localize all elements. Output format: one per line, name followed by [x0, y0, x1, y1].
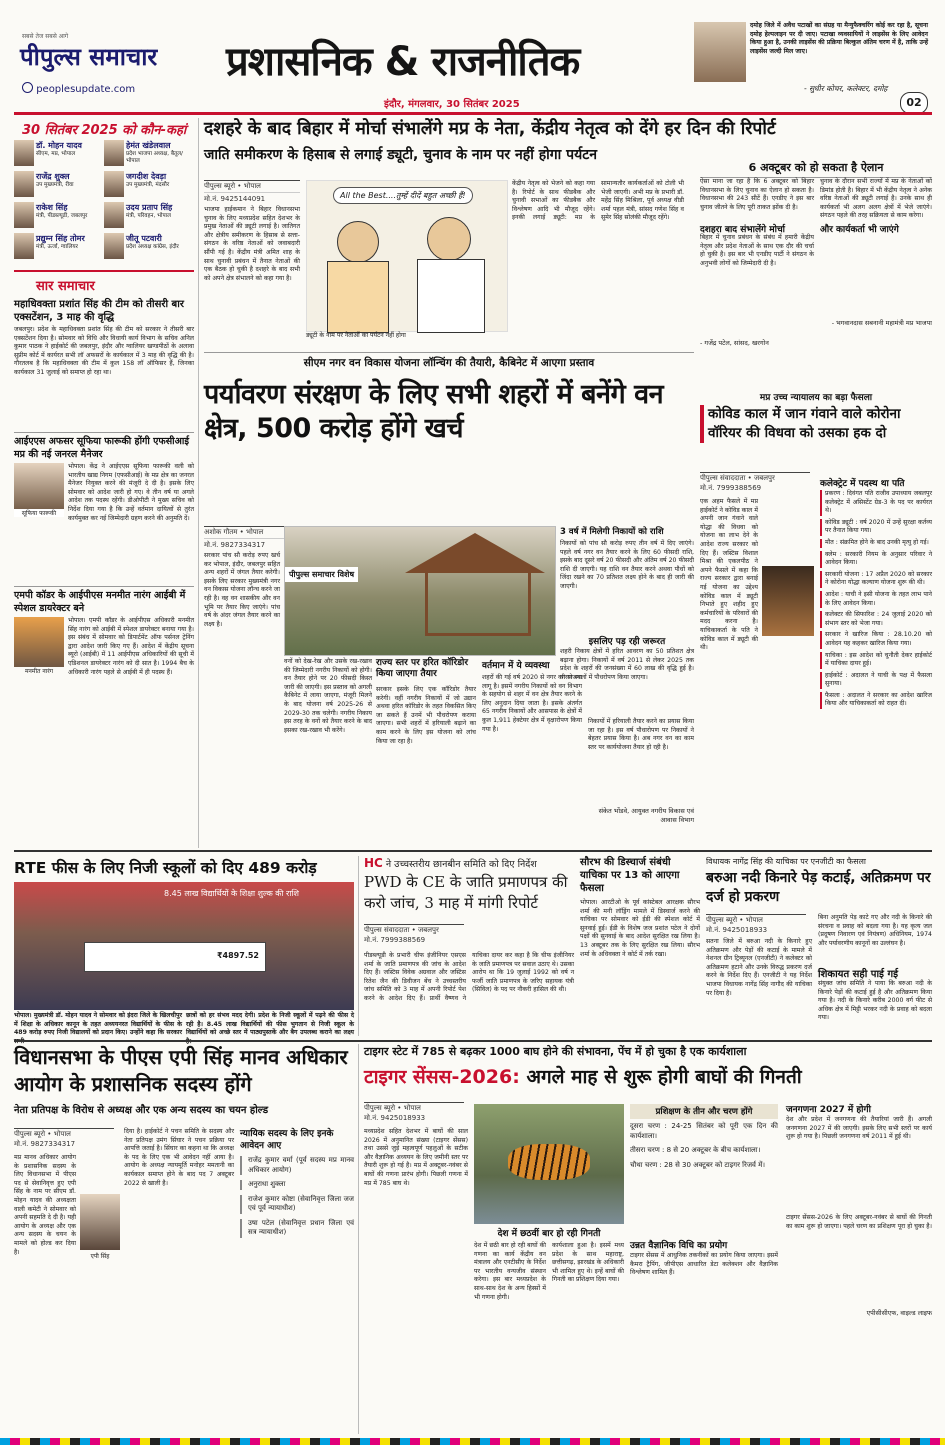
- saar-item-2: [14, 436, 194, 583]
- column-rule: [358, 856, 359, 1036]
- bihar-byline: [204, 180, 300, 204]
- covid-mobile: मो.नं. 7999388569: [700, 484, 762, 492]
- saar-item-3-body: भोपाल। एमपी कॉडर के आईपीएस अधिकारी मनमीत सिंह नारंग को आईबी में स्पेशल डायरेक्टर बनाया गया है। इस संबंध में सोमवार को डिपार्टमेंट ऑफ पर्सनल ट्रेनिंग द्वारा आदेश जारी किए गए हैं। आदेश में केंद्रीय सूचना ब्यूरो (आईबी) में 11 आईपीएस अधिकारियों की सूची में एडिशनल डायरेक्टर नारंग को दी सात है। 1994 बैच के अधिकारी नारंग पहले से आईबी में ही पदस्थ हैं।: [68, 617, 194, 676]
- covid-byline-text: पीपुल्स संवाददाता • जबलपुर: [700, 472, 810, 484]
- tiger-photo-caption: देश में छठवीं बार हो रही गिनती: [497, 1229, 601, 1239]
- covid-fact: सरकारी योजना : 17 अप्रैल 2020 को सरकार ने कोरोना योद्धा कल्याण योजना शुरू की थी।: [820, 571, 932, 588]
- whos-where-title: 30 सितंबर 2025 को कौन-कहां: [22, 123, 187, 138]
- masthead-rule: [14, 112, 932, 115]
- person-place: सीएम, मप्र, भोपाल: [36, 151, 76, 157]
- saar-item-1-head: महाधिवक्ता प्रशांत सिंह की टीम को तीसरी बार एक्सटेंशन, 3 माह की वृद्धि: [14, 299, 184, 323]
- person-place: मंत्री, पीडब्ल्यूडी, जबलपुर: [36, 213, 88, 219]
- forest-sub4-body: शहरी निकाय क्षेत्रों में हरित आवरण का 50 प्रतिशत क्षेत्र बढ़ाना होगा। निकायों में वर्ष 2011 से लेकर 2025 तक प्रदेश के शहरों की जनसंख्या में 60 लाख की वृद्धि हुई है। वीरान स्थलों में पौधरोपण किया जाएगा।: [560, 648, 694, 681]
- person-avatar: [14, 202, 34, 228]
- barua-byline: [706, 914, 806, 935]
- forest-headline: पर्यावरण संरक्षण के लिए सभी शहरों में बनेंगे वन क्षेत्र, 500 करोड़ होंगे खर्च: [204, 379, 664, 444]
- election-box: [700, 160, 932, 350]
- rte-story: [14, 856, 354, 1038]
- registration-bar: [0, 1438, 945, 1445]
- person-avatar: [104, 233, 124, 259]
- forest-photo: [284, 526, 556, 656]
- bihar-mobile: मो.नं. 9425144091: [204, 195, 266, 203]
- rte-photo: [14, 882, 354, 1010]
- whos-where-person: [14, 202, 102, 231]
- column-rule: [198, 118, 199, 848]
- covid-fact: हाईकोर्ट : अदालत ने याची के पक्ष में फैसला सुनाया।: [820, 672, 932, 689]
- pwd-byline: [364, 924, 464, 945]
- website-link[interactable]: peoplesupdate.com: [22, 82, 135, 95]
- forest-sub1: राज्य स्तर पर हरित कॉरिडोर किया जाएगा तैयार: [376, 658, 469, 679]
- person-name: राजेंद्र शुक्ल: [36, 172, 70, 181]
- forest-sub4: इसलिए पड़ रही जरूरत: [588, 637, 666, 647]
- barua-headline: बरुआ नदी किनारे पेड़ कटाई, अतिक्रमण पर दर्ज हो प्रकरण: [706, 870, 931, 905]
- covid-fact: फैसला : अदालत ने सरकार का आदेश खारिज किया और याचिकाकर्ता को राहत दी।: [820, 692, 932, 709]
- tiger-kicker: टाइगर स्टेट में 785 से बढ़कर 1000 बाघ होने की संभावना, पेंच में हो चुका है एक कार्यशाला: [364, 1045, 747, 1058]
- person-name: प्रद्युम्न सिंह तोमर: [36, 234, 85, 243]
- psp-byline: [14, 1128, 114, 1149]
- quote-author: - सुधीर कोचर, कलेक्टर, दमोह: [804, 84, 888, 93]
- election-col3b: [820, 234, 932, 316]
- psp-sub: न्यायिक सदस्य के लिए इनके आवेदन आए: [240, 1129, 334, 1151]
- narang-caption: मनमीत नारंग: [24, 668, 54, 675]
- barua-col2: बिना अनुमति पेड़ काटे गए और नदी के किनारे की संरचना व प्रवाह को बदला गया है। यह कृत्य जल (प्रदूषण निवारण एवं नियंत्रण) अधिनियम, 1974 और पर्यावरणीय कानूनों का उल्लंघन है।: [818, 914, 932, 947]
- psp-applicant: राजेश कुमार कोष्टा (सेवानिवृत्त जिला जज एवं पूर्व न्यायाधीश): [240, 1195, 354, 1214]
- pwd-kicker: [364, 856, 574, 870]
- forest-story: [204, 356, 694, 848]
- person-name: जीतू पटवारी: [126, 234, 162, 243]
- person-name: हेमंत खंडेलवाल: [126, 141, 171, 150]
- covid-kicker: [700, 390, 932, 403]
- narang-photo: [14, 617, 64, 667]
- quote-box: [694, 22, 929, 106]
- saar-item-2-head: आईएएस अफसर सूफिया फारूकी होंगी एफसीआई मप्र की नई जनरल मैनेजर: [14, 436, 189, 460]
- psp-applicant: उषा पटेल (सेवानिवृत्त प्रधान जिला एवं सत्र न्यायाधीश): [240, 1219, 354, 1238]
- tiger-byline-text: पीपुल्स ब्यूरो • भोपाल: [364, 1102, 464, 1114]
- whos-where-person: [104, 171, 192, 200]
- forest-byline-text: अशोक गौतम • भोपाल: [204, 526, 314, 539]
- covid-fact: प्रकरण : दिवंगत पति राजीव उपाध्याय जबलपुर कलेक्ट्रेट में असिस्टेंट ग्रेड-3 के पद पर कार्यरत थे।: [820, 490, 932, 516]
- saar-item-3: [14, 590, 194, 747]
- tiger-story: [364, 1044, 932, 1434]
- bihar-subhead: जाति समीकरण के हिसाब से लगाई ड्यूटी, चुनाव के नाम पर नहीं होगा पर्यटन: [204, 147, 598, 163]
- tiger-col3: कार्यशाला हुआ है। इसमें मध्य प्रदेश के साथ महाराष्ट्र, छत्तीसगढ़, झारखंड के अधिकारी भी शामिल हुए थे। इन्हें बाघों की गिनती का प्रशिक्षण दिया गया।: [552, 1242, 624, 1284]
- covid-fact: आदेश : याची ने इसी योजना के तहत लाभ पाने के लिए आवेदन किया।: [820, 591, 932, 608]
- election-sign1: - गजेंद्र पटेल, सांसद, खरगोन: [700, 339, 769, 347]
- covid-kicker-text: मप्र उच्च न्यायालय का बड़ा फैसला: [759, 393, 873, 403]
- gavel-photo: [762, 566, 814, 636]
- cartoon-figure-right: [427, 217, 471, 261]
- sufia-photo: [14, 463, 64, 509]
- whos-where-box: [14, 118, 192, 266]
- election-title: 6 अक्टूबर को हो सकता है ऐलान: [700, 160, 932, 178]
- election-sub2: और कार्यकर्ता भी जाएंगे: [820, 225, 899, 235]
- tiger-body-shape: [508, 1144, 590, 1180]
- column-rule: [358, 1044, 359, 1434]
- psp-byline-text: पीपुल्स ब्यूरो • भोपाल: [14, 1128, 114, 1140]
- brand-logo: पीपुल्स समाचार: [20, 42, 158, 71]
- person-place: प्रदेश अध्यक्ष कांग्रेस, इंदौर: [126, 244, 179, 250]
- person-place: मंत्री, परिवहन, भोपाल: [126, 213, 171, 219]
- masthead: [14, 22, 932, 112]
- person-avatar: [14, 140, 34, 166]
- pwd-tag: HC: [364, 856, 383, 870]
- covid-fact: कलेक्टर की सिफारिश : 24 जुलाई 2020 को संभाग स्तर को भेजा गया।: [820, 611, 932, 628]
- divider: [14, 1040, 932, 1042]
- barua-sub-body: संयुक्त जांच समिति ने पाया कि बरुआ नदी के किनारे पेड़ों की कटाई हुई है और अतिक्रमण किया गया है। नदी के किनारे करीब 2000 वर्ग फीट से अधिक क्षेत्र में मिट्टी भरकर नदी के प्रवाह को बदला गया।: [818, 980, 932, 1022]
- bihar-col-right: केंद्रीय नेतृत्व को भेजने को कहा गया है। रिपोर्ट के साथ फीडबैक और चुनावी सभाओं का फीडबैक और विश्लेषण आदि भी मौजूद रहेंगे। इनकी लगाई ड्यूटी: मप्र के सामान्यतौर कार्यकर्ताओं को टोली भी भेजी जाएगी। अभी मप्र के प्रभारी डॉ. महेंद्र सिंह मिश्रिला, पूर्व अध्यक्ष वीडी शर्मा पहल मंत्री, सांसद गणेश सिंह व सुमेर सिंह सोलंकी मौजूद रहेंगे।: [512, 180, 684, 222]
- election-sub1: दशहरा बाद संभालेंगे मोर्चा: [700, 225, 786, 235]
- tiger-sub: उन्नत वैज्ञानिक विधि का प्रयोग: [630, 1241, 728, 1251]
- person-name: जगदीश देवड़ा: [126, 172, 167, 181]
- gazebo-base: [425, 573, 531, 636]
- forest-sub1-body: सरकार इसके लिए एक कॉरिडोर तैयार करेगी। वहीं नगरीय निकायों में जो उद्यान अथवा हरित कॉरिडोर के तहत विकसित किए जा सकते हैं उनमें भी पौधरोपण कराया जाएगा। सभी शहरों में हरियाली बढ़ाने का काम करने के लिए इस योजना को लांच किया जा रहा है।: [376, 686, 476, 745]
- pwd-byline-text: पीपुल्स संवाददाता • जबलपुर: [364, 924, 464, 936]
- cheque-amount: ₹4897.52: [216, 951, 259, 960]
- saar-section: [14, 270, 194, 812]
- person-avatar: [104, 202, 124, 228]
- whos-where-person: [14, 233, 102, 262]
- forest-sub3: 3 वर्ष में मिलेगी निकायों को राशि: [560, 527, 664, 537]
- psp-mobile: मो.नं. 9827334317: [14, 1140, 76, 1148]
- tiger-phase: दूसरा चरण : 24-25 सितंबर को पूरी एक दिन की कार्यशाला।: [630, 1122, 778, 1140]
- covid-fact: मौत : संक्रमित होने के बाद उनकी मृत्यु हो गई।: [820, 539, 932, 548]
- psp-applicant: राजेंद्र कुमार वर्मा (पूर्व सदस्य मप्र मानव अधिकार आयोग): [240, 1156, 354, 1175]
- bihar-headline: दशहरे के बाद बिहार में मोर्चा संभालेंगे मप्र के नेता, केंद्रीय नेतृत्व को देंगे हर दिन की रिपोर्ट: [204, 119, 776, 139]
- ap-singh-photo: [80, 1194, 120, 1250]
- pwd-kicker-text: ने उच्चस्तरीय छानबीन समिति को दिए निर्देश: [385, 859, 537, 870]
- barua-story: [706, 856, 932, 1036]
- brand-tagline: सबसे तेज सबसे आगे: [22, 33, 69, 40]
- tiger-phase: तीसरा चरण : 8 से 20 अक्टूबर के बीच कार्यशाला।: [630, 1146, 761, 1154]
- divider: [14, 586, 194, 587]
- section-title: प्रशासनिक & राजनीतिक: [226, 39, 580, 85]
- pwd-body: पीडब्ल्यूडी के प्रभारी चीफ इंजीनियर एसएस शर्मा के जाति प्रमाणपत्र की जांच के आदेश दिए हैं। जस्टिस विवेक अग्रवाल और जस्टिस रितेश जैन की डिवीजन बेंच ने उच्चस्तरीय जांच समिति को 3 माह में अपनी रिपोर्ट पेश करने के आदेश दिए हैं। प्रार्थी वैष्णव ने याचिका दायर कर कहा है कि चीफ इंजीनियर के जाति प्रमाणपत्र पर सवाल उठाए थे। उसका आरोप था कि 19 जुलाई 1992 को वर्ष न फर्जी जाति प्रमाणपत्र के जरिए सहायक यंत्री (सिविल) के पद पर नौकरी हासिल की थी।: [364, 952, 574, 1002]
- gazebo-roof: [405, 533, 545, 573]
- barua-sub: शिकायत सही पाई गई: [818, 969, 898, 980]
- covid-story: [700, 390, 932, 848]
- psp-applicant: अनुराधा शुक्ला: [240, 1180, 354, 1190]
- covid-body: एक अहम फैसले में मप्र हाईकोर्ट ने कोविड काल में अपनी जान गंवाने वाले योद्धा की विधवा को योजना का लाभ देने के आदेश राज्य सरकार को दिए हैं। जस्टिस विशाल मिश्रा की एकलपीठ ने अपने फैसले में कहा कि राज्य सरकार द्वारा बनाई गई योजना का उद्देश्य कोविड काल में ड्यूटी निभाते हुए शहीद हुए कर्मचारियों के परिवारों की मदद करना है। याचिकाकर्ता के पति ने कोविड काल में ड्यूटी की थी।: [700, 498, 758, 652]
- cartoon-caption: ड्यूटी के नाम पर नेताओं का पर्यटन नहीं होगा: [306, 332, 406, 339]
- forest-sub2-body: शहरों की गई वर्ष 2020 से नगर वन योजना लागू है। इसमें नगरीय निकायों को वन विभाग के सहयोग से शहर में वन क्षेत्र तैयार करने के लिए अनुदान दिया जाता है। इसके अंतर्गत 65 नगरीय निकायों और आसपास के क्षेत्रों में कुल 1,911 हेक्टेयर क्षेत्र में वृक्षारोपण किया गया है।: [482, 674, 582, 733]
- covid-fact: याचिका : इस आदेश को चुनौती देकर हाईकोर्ट में याचिका दायर हुई।: [820, 652, 932, 669]
- tiger-phases: [630, 1122, 778, 1170]
- cartoon-body-right: [417, 259, 485, 333]
- tiger-panel-title: प्रशिक्षण के तीन और चरण होंगे: [630, 1104, 778, 1119]
- whos-where-person: [104, 233, 192, 262]
- whos-where-person: [104, 140, 192, 169]
- election-col1: ऐसा माना जा रहा है कि 6 अक्टूबर को बिहार विधानसभा के लिए चुनाव का ऐलान हो सकता है। विधानसभा की 243 सीटें हैं। एनडीए ने इस बार चुनाव जीतने के लिए पूरी ताकत झोंक दी है।: [700, 178, 814, 211]
- person-name: राकेश सिंह: [36, 203, 68, 212]
- ap-singh-caption: एपी सिंह: [90, 1253, 110, 1260]
- quote-text: दमोह जिले में अवैध पटाखों का संग्रह या मैन्युफैक्चरिंग कोई कर रहा है, सूचना दमोह हेल्पलाइन पर दी जाए। पटाखा व्यवसायियों ने लाइसेंस के लिए आवेदन किया हुआ है, उनकी लाइसेंस की प्रक्रिया बिल्कुल अंतिम चरण में है, ताकि उन्हें लाइसेंस जल्दी मिल जाए।: [750, 22, 928, 55]
- psp-applicants: [240, 1156, 354, 1434]
- person-place: प्रदेश भाजपा अध्यक्ष, बैतूल/भोपाल: [126, 151, 183, 164]
- rte-banner-text: 8.45 लाख विद्यार्थियों के शिक्षा शुल्क की राशि: [164, 889, 299, 898]
- cartoon-bubble: All the Best....तुम्हें दीदें बहुत अच्छी हैं!: [333, 187, 473, 204]
- psp-col2: दिया है। हाईकोर्ट ने पचन समिति के सदस्य और नेता प्रतिपक्ष उमंग सिंघार ने पचन प्रक्रिया पर आपत्ति जताई है। सिंघार का कहना था कि अध्यक्ष के पद के लिए एक भी आवेदन नहीं आया है। आयोग के अध्यक्ष न्यायमूर्ति मनोहर ममतानी का कार्यकाल समाप्त होने के बाद पद 7 अक्टूबर 2022 से खाली है।: [124, 1128, 234, 1187]
- forest-col1: सरकार पांच सौ करोड़ रुपए खर्च कर भोपाल, इंदौर, जबलपुर सहित अन्य शहरों में जंगल तैयार करेगी। इसके लिए सरकार मुख्यमंत्री नगर वन विकास योजना लॉन्च करने जा रही है। वह वन शासकीय और वन भूमि पर तैयार किए जाएंगे। पांच वर्ष के अंदर जंगल तैयार करने का लक्ष्य है।: [204, 552, 280, 628]
- pwd-story: [364, 856, 574, 1036]
- covid-fact: क्लेम : सरकारी नियम के अनुसार परिवार ने आवेदन किया।: [820, 551, 932, 568]
- page-number: 02: [900, 92, 928, 114]
- saar-item-1: [14, 298, 194, 429]
- person-place: उप मुख्यमंत्री, मंदसौर: [126, 182, 170, 188]
- whos-where-person: [14, 140, 102, 169]
- barua-byline-text: पीपुल्स ब्यूरो • भोपाल: [706, 914, 806, 926]
- election-sign2: - भगवानदास सबनानी महामंत्री मप्र भाजपा: [831, 319, 932, 327]
- person-avatar: [14, 171, 34, 197]
- saar-title: सार समाचार: [36, 279, 95, 294]
- globe-icon: [22, 82, 33, 93]
- forest-photo-label-text: पीपुल्स समाचार विशेष: [289, 570, 355, 579]
- covid-facts: [820, 490, 932, 848]
- tiger-byline: [364, 1102, 464, 1123]
- pwd-mobile: मो.नं. 7999388569: [364, 936, 426, 944]
- forest-sub2: वर्तमान में ये व्यवस्था: [482, 661, 550, 671]
- forest-photo-label: [285, 567, 358, 582]
- rte-caption: भोपाल। मुख्यमंत्री डॉ. मोहन यादव ने सोमवार को इंदरा जिले के खिलचीपुर में शिक्षा के अधिकार कानून के तहत अध्ययनरत विद्यार्थियों के फीस के 489 करोड़ रुपए निजी विद्यालयों को प्रदान किए। उन्होंने कहा कि सरकार: [14, 1012, 182, 1037]
- covid-headline: कोविड काल में जान गंवाने वाले कोरोना वॉरियर की विधवा को उसका हक दो: [700, 405, 932, 443]
- cheque: [84, 942, 266, 972]
- forest-sign: संकेत भोंडवे, आयुक्त नगरीय विकास एवं आवास विभाग: [598, 807, 694, 824]
- divider: [14, 850, 932, 852]
- saar-item-2-body: भोपाल। केंद्र ने आईएएस सूफिया फारूकी वली को भारतीय खाद्य निगम (एफसीआई) के मप्र क्षेत्र का जनरल मैनेजर नियुक्त करने की मंजूरी दे दी है। इसके लिए सोमवार को आदेश जारी हो गए। वे तीन वर्ष या अगले आदेश तक पदस्थ रहेंगी। डीओपीटी ने मुख्य सचिव को निर्देश दिया गया है कि उन्हें वर्तमान दायित्वों से तुरंत कार्यमुक्त कर नई जिम्मेदारी ग्रहण करने की अनुमति दें।: [68, 463, 194, 522]
- person-name: उदय प्रताप सिंह: [126, 203, 173, 212]
- whos-where-person: [104, 202, 192, 231]
- tiger-photo: [474, 1104, 624, 1224]
- tiger-panel: [630, 1104, 778, 1234]
- rte-headline: RTE फीस के लिए निजी स्कूलों को दिए 489 करोड़: [14, 859, 317, 877]
- tiger-side-head: जनगणना 2027 में होगी: [786, 1105, 871, 1115]
- tiger-side-quote: टाइगर सेंसस-2026 के लिए अक्टूबर-नवंबर से बाघों की गिनती का काम शुरू हो जाएगा। पहले चरण का प्रशिक्षण पूरा हो चुका है।: [786, 1214, 932, 1230]
- saurabh-headline: सौरभ की डिस्चार्ज संबंधी याचिका पर 13 को आएगा फैसला: [580, 857, 680, 894]
- tiger-phase: चौथा चरण : 28 से 30 अक्टूबर को टाइगर रिजर्व में।: [630, 1160, 765, 1169]
- cartoon-body-left: [327, 261, 389, 333]
- sufia-caption: सूफिया फारूकी: [14, 509, 64, 517]
- covid-panel-title: कलेक्ट्रेट में पदस्थ था पति: [820, 479, 905, 489]
- person-avatar: [104, 171, 124, 197]
- divider: [14, 432, 194, 433]
- tiger-body: मध्यप्रदेश सहित देशभर में बाघों की साल 2026 में अनुमानित संख्या (टाइगर सेंसस) तथा उससे जुड़े महत्वपूर्ण पहलुओं के सटीक और वैज्ञानिक अध्ययन के लिए जमीनी स्तर पर तैयारी शुरू हो गई है। मप्र में अक्टूबर-नवंबर से बाघों की गणना प्रारंभ होगी। पिछली गणना में मप्र में 785 बाघ थे।: [364, 1128, 468, 1187]
- tiger-mobile: मो.नं. 9425018933: [364, 1114, 426, 1122]
- forest-mobile: मो.नं. 9827334317: [204, 541, 266, 549]
- divider: [204, 352, 694, 353]
- saar-item-3-head: एमपी कॉडर के आईपीएस मनमीत नारंग आईबी में स्पेशल डायरेक्टर बने: [14, 590, 186, 614]
- psp-headline: विधानसभा के पीएस एपी सिंह मानव अधिकार आयोग के प्रशासनिक सदस्य होंगे: [14, 1045, 348, 1096]
- tiger-side-sign: एपीसीसीएफ, वाइल्ड लाइफ: [866, 1309, 932, 1317]
- quote-portrait: [694, 22, 746, 82]
- pwd-headline: PWD के CE के जाति प्रमाणपत्र की करो जांच, 3 माह में मांगी रिपोर्ट: [364, 873, 568, 912]
- forest-side: निकायों में हरियाली तैयार करने का प्रयास किया जा रहा है। इस वर्ष पौधारोपण पर निकायों ने बेहतर प्रयास किया है। अब नगर वन का काम स्तर पर कार्ययोजना तैयार हो रही है।: [588, 718, 694, 751]
- whos-where-person: [14, 171, 102, 200]
- cartoon: [306, 180, 508, 332]
- rte-caption-2: छात्रों को हर संभव मदद देगी। प्रदेश के निजी स्कूलों में पढ़ने की फीस दे रही है। 8.45 लाख विद्यार्थियों की फीस भुगतान से निजी स्कूल के विद्यार्थियों को अच्छे स्तर में पाठ्यपुस्तकें और बैग उपलब्ध कराने का लक्ष्य: [186, 1012, 354, 1037]
- forest-sub3-body: निकायों को पांच सौ करोड़ रुपए तीन वर्ष में दिए जाएंगे। पहले वर्ष नगर वन तैयार करने के लिए 60 फीसदी राशि, इसके बाद दूसरे वर्ष 20 फीसदी और अंतिम वर्ष 20 फीसदी राशि दी जाएगी। यह राशि वन तैयार करने अथवा पौधों को जिंदा रखने का 70 प्रतिशत लक्ष्य होने के बाद ही जारी की जाएगी।: [560, 540, 694, 590]
- covid-fact: कोविड ड्यूटी : वर्ष 2020 में उन्हें सुरक्षा कर्तव्य पर तैनात किया गया।: [820, 519, 932, 536]
- saurabh-body: भोपाल। आरटीओ के पूर्व कांस्टेबल आरक्षक सौरभ शर्मा की मनी लॉड्रिंग मामले में डिस्चार्ज करने की याचिका पर सोमवार को ईडी की स्पेशल कोर्ट में सुनवाई हुई। ईडी के विशेष जज प्रशांत पटेल ने दोनों पक्षों की सुनवाई के बाद आदेश सुरक्षित रख लिया है। 13 अक्टूबर तक के लिए सुरक्षित रख लिया। सौरभ शर्मा के अधिवक्ता ने कोर्ट में तर्क रखा।: [580, 899, 700, 958]
- bihar-col1: भाजपा हाईकमान ने बिहार विधानसभा चुनाव के लिए मध्यप्रदेश सहित देशभर के प्रमुख नेताओं की ड्यूटी लगाई है। जातिगत और क्षेत्रीय समीकरण के हिसाब से सत्ता-संगठन के वरिष्ठ नेताओं को जवाबदारी सौंपी गई है। केंद्रीय मंत्री अमित शाह के साथ चुनावी प्रबंधन में तैनात नेताओं की एक बैठक हो चुकी है दशहरे के बाद सभी को अपने क्षेत्र संभालने को कहा गया है।: [204, 206, 300, 282]
- saar-item-1-body: जबलपुर। प्रदेश के महाधिवक्ता प्रशांत सिंह की टीम को सरकार ने तीसरी बार एक्सटेंशन दिया है। सोमवार को विधि और विधायी कार्य विभाग के सचिव अनिल कुमार पाठक ने हाईकोर्ट की जबलपुर, इंदौर और ग्वालियर खण्डपीठों के अलावा सुप्रीम कोर्ट में कार्यरत सभी लॉ अफसरों के कार्यकाल में 3 माह की वृद्धि की है। गौरतलब है कि महाधिवक्ता की टीम में कुल 158 लॉ ऑफिसर हैं, जिनका कार्यकाल 31 जुलाई को समाप्त हो रहा था।: [14, 326, 194, 376]
- person-name: डॉ. मोहन यादव: [36, 141, 82, 150]
- psp-subhead: नेता प्रतिपक्ष के विरोध से अध्यक्ष और एक अन्य सदस्य का चयन होल्ड: [14, 1105, 269, 1116]
- cartoon-figure-left: [337, 221, 379, 263]
- barua-body: सतना जिले में बरुआ नदी के किनारे हुए अतिक्रमण और पेड़ों की कटाई के मामले में नेशनल ग्रीन ट्रिब्यूनल (एनजीटी) ने कलेक्टर को अतिक्रमण हटाने और उनके विरुद्ध प्रकरण दर्ज करने के निर्देश दिए हैं। एनजीटी ने यह निर्देश भाजपा विधायक नागेंद्र सिंह नागौद की याचिका पर दिया है।: [706, 938, 812, 997]
- forest-kicker: सीएम नगर वन विकास योजना लॉन्चिंग की तैयारी, कैबिनेट में आएगा प्रस्ताव: [303, 357, 595, 369]
- person-avatar: [14, 233, 34, 259]
- tiger-col2: देश में छठी बार हो रही बाघों की गणना का कार्य केंद्रीय वन मंत्रालय और एनटीसीए के निर्देश पर भारतीय वन्यजीव संस्थान करेगा। इस बार मध्यप्रदेश के साथ-साथ देश के अन्य हिस्सों में भी गणना होगी।: [474, 1242, 546, 1301]
- tiger-side-body: देश और प्रदेश में जनगणना की तैयारियां जारी हैं। अगली जनगणना 2027 में की जाएगी। इसके लिए सभी स्तरों पर कार्य शुरू हो गया है। पिछली जनगणना वर्ष 2011 में हुई थी।: [786, 1116, 932, 1141]
- tiger-headline-red: टाइगर सेंसस-2026:: [364, 1066, 520, 1088]
- psp-story: [14, 1044, 354, 1434]
- covid-byline: [700, 472, 810, 493]
- person-avatar: [104, 140, 124, 166]
- covid-body-2: [762, 640, 814, 848]
- election-col2: बिहार में चुनाव प्रबंधन के संबंध में हमारी केंद्रीय नेतृत्व और प्रदेश नेताओं के साथ एक दौर की चर्चा हो चुकी है। इस बार भी एनडीए पार्टी ने संगठन के अनुभवी लोगों को जिम्मेदारी दी है।: [700, 234, 814, 267]
- saurabh-story: [580, 856, 700, 1036]
- tiger-headline: [364, 1063, 932, 1089]
- tiger-sub-body: टाइगर सेंसस में आधुनिक तकनीकों का प्रयोग किया जाएगा। इसमें कैमरा ट्रैपिंग, जीपीएस आधारित डेटा कलेक्शन और वैज्ञानिक विश्लेषण शामिल हैं।: [630, 1252, 778, 1277]
- election-col3: चुनाव के दौरान सभी राज्यों में मप्र के नेताओं को डिमांड होती है। बिहार में भी केंद्रीय नेतृत्व ने अनेक वरिष्ठ नेताओं की ड्यूटी लगाई है। उनके साथ ही कार्यकर्ता भी अलग अलग क्षेत्रों में भेजे जाएंगे। संगठन पहले की तरह सक्रियता से काम करेगा।: [820, 178, 932, 220]
- person-place: मंत्री, ऊर्जा, ग्वालियर: [36, 244, 78, 250]
- person-place: उप मुख्यमंत्री, रीवा: [36, 182, 74, 188]
- psp-body: मप्र मानव अधिकार आयोग के प्रशासनिक सदस्य के लिए विधानसभा में पीएस पद से सेवानिवृत्त हुए एपी सिंह के नाम पर सीएम डॉ. मोहन यादव की अध्यक्षता वाली कमेटी ने सोमवार को अपनी सहमति दे दी है। यही आयोग के अध्यक्ष और एक अन्य सदस्य के चयन के मामले को होल्ड कर दिया है।: [14, 1154, 76, 1256]
- dateline: इंदौर, मंगलवार, 30 सितंबर 2025: [384, 99, 520, 110]
- bihar-byline-text: पीपुल्स ब्यूरो • भोपाल: [204, 180, 300, 193]
- covid-fact: सरकार ने खारिज किया : 28.10.20 को आवेदन यह कहकर खारिज किया गया।: [820, 631, 932, 648]
- barua-mobile: मो.नं. 9425018933: [706, 926, 768, 934]
- barua-kicker: विधायक नागेंद्र सिंह की याचिका पर एनजीटी का फैसला: [706, 857, 867, 866]
- forest-col2: वनों को देख-रेख और उसके रख-रखाव की जिम्मेदारी नगरीय निकायों को होगी। वन तैयार होने पर 20 फीसदी किस्त जारी की जाएगी। इस प्रस्ताव को अगली कैबिनेट में लाया जाएगा, मंजूरी मिलने के बाद योजना वर्ष 2025-26 से 2029-30 तक चलेगी। नगरीय निकाय इस तरह के वनों को तैयार करने के बाद इसका रख-रखाव भी करेंगे।: [284, 658, 372, 734]
- tiger-headline-text: अगले माह से शुरू होगी बाघों की गिनती: [526, 1066, 802, 1088]
